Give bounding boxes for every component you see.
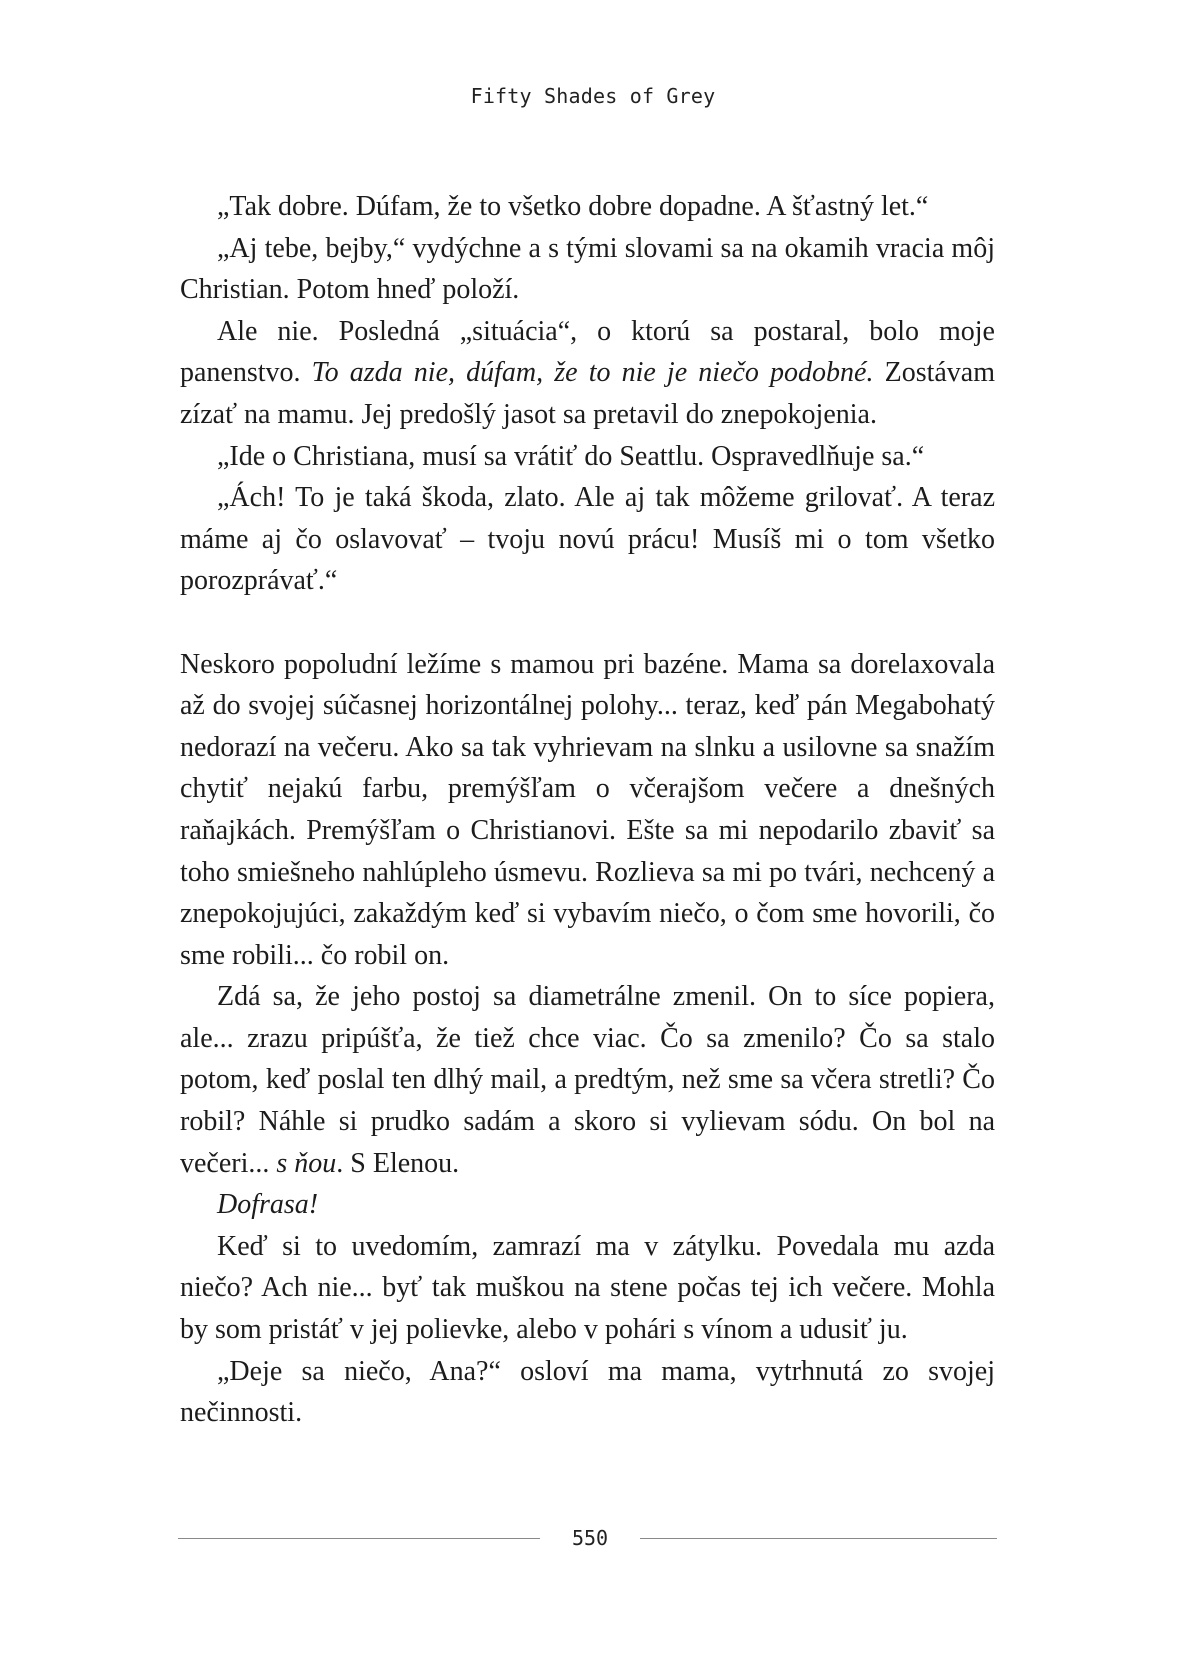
paragraph	[180, 644, 995, 977]
text-segment: „Ách! To je taká škoda, zlato. Ale aj tak môžeme grilovať. A teraz máme aj čo oslavovať – tvoju novú prácu! Musíš mi o tom všetko porozprávať.“	[180, 482, 995, 597]
paragraph	[180, 1184, 995, 1226]
text-segment: „Aj tebe, bejby,“ vydýchne a s tými slovami sa na okamih vracia môj Christian. Potom hneď položí.	[180, 232, 995, 306]
text-segment: Keď si to uvedomím, zamrazí ma v zátylku. Povedala mu azda niečo? Ach nie... byť tak muškou na stene počas tej ich večere. Mohla by som pristáť v jej polievke, alebo v pohári s vínom a udusiť ju.	[180, 1230, 995, 1346]
footer-rule-left	[178, 1538, 540, 1539]
text-segment: „Ide o Christiana, musí sa vrátiť do Seattlu. Ospravedlňuje sa.“	[217, 440, 925, 472]
paragraph	[180, 477, 995, 602]
text-segment: Ale nie. Posledná „situácia“, o ktorú sa postaral, bolo moje panenstvo.	[180, 315, 995, 389]
text-segment: Zostávam zízať na mamu. Jej predošlý jasot sa pretavil do znepokojenia.	[180, 357, 996, 430]
paragraph	[180, 1351, 995, 1434]
text-segment: Neskoro popoludní ležíme s mamou pri bazéne. Mama sa dorelaxovala až do svojej súčasnej horizontálnej polohy... teraz, keď pán Megabohatý nedorazí na večeru. Ako sa tak vyhrievam na slnku a usilovne sa snažím chytiť nejakú farbu, premýšľam o včerajšom večere a dnešných raňajkách. Premýšľam o Christianovi. Ešte sa mi nepodarilo zbaviť sa toho smiešneho nahlúpleho úsmevu. Rozlieva sa mi po tvári, nechcený a znepokojujúci, zakaždým keď si vybavím niečo, o čom sme hovorili, čo sme robili... čo robil on.	[180, 648, 995, 971]
italic-text: Dofrasa!	[217, 1189, 319, 1221]
text-segment: . S Elenou.	[336, 1147, 460, 1179]
paragraph	[180, 228, 995, 311]
page-number: 550	[571, 1526, 609, 1550]
paragraph	[180, 1226, 995, 1351]
paragraph	[180, 311, 995, 436]
italic-text: s ňou	[276, 1147, 337, 1179]
page-footer	[178, 1523, 997, 1553]
running-header: Fifty Shades of Grey	[470, 84, 716, 108]
paragraph	[180, 436, 995, 478]
italic-text: To azda nie, dúfam, že to nie je niečo podobné.	[311, 357, 874, 389]
text-segment: „Tak dobre. Dúfam, že to všetko dobre dopadne. A šťastný let.“	[217, 191, 929, 222]
paragraph	[180, 976, 995, 1184]
paragraph	[180, 186, 995, 228]
text-segment: „Deje sa niečo, Ana?“ osloví ma mama, vytrhnutá zo svojej nečinnosti.	[180, 1355, 995, 1429]
text-segment: Zdá sa, že jeho postoj sa diametrálne zmenil. On to síce popiera, ale... zrazu pripúšťa, že tiež chce viac. Čo sa zmenilo? Čo sa stalo potom, keď poslal ten dlhý mail, a predtým, než sme sa včera stretli? Čo robil? Náhle si prudko sadám a skoro si vylievam sódu. On bol na večeri...	[180, 981, 995, 1179]
footer-rule-right	[640, 1538, 997, 1539]
body-text	[180, 186, 995, 1434]
